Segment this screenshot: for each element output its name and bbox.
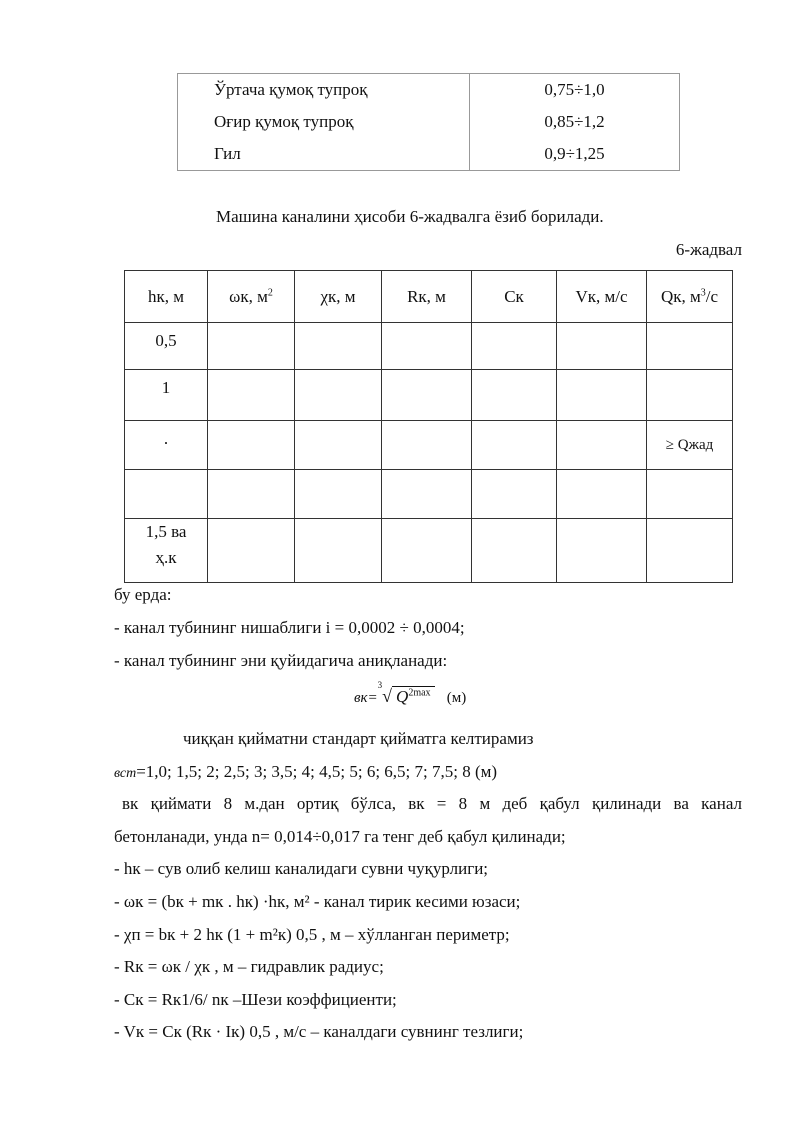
canal-calculation-table (124, 270, 733, 583)
formula-unit: (м) (446, 690, 467, 706)
h-value (125, 470, 208, 519)
def-hk: - hк – сув олиб келиш каналидаги сувни чуқурлиги; (114, 859, 489, 878)
h-value: 1 (125, 370, 208, 421)
def-omega: - ωк = (bк + mк . hк) ·hк, м² - канал тирик кесими юзаси; (114, 892, 521, 911)
h-value: 0,5 (125, 323, 208, 370)
soil-coef: 0,75÷1,0 (544, 80, 605, 99)
paragraph-line-2: бетонланади, унда n= 0,014÷0,017 га тенг деб қабул қилинади; (114, 827, 566, 846)
formula-lhs: вк= (354, 690, 378, 706)
soil-name: Гил (178, 138, 470, 171)
slope-line: - канал тубининг нишаблиги i = 0,0002 ÷ 0,0004; (114, 618, 465, 637)
table-row (125, 470, 733, 519)
table-row (125, 421, 733, 470)
table-row (178, 74, 680, 107)
col-header-omega: ωк, $м^2$ (208, 271, 295, 323)
col-header-h: hк, м (125, 271, 208, 323)
paragraph-line-1: вк қиймати 8 м.дан ортиқ бўлса, вк = 8 м деб қабул қилинади ва канал (122, 794, 742, 813)
soil-name: Ўртача қумоқ тупроқ (178, 74, 470, 107)
col-header-c: Cк (472, 271, 557, 323)
soil-coef: 0,85÷1,2 (544, 112, 605, 131)
col-header-r: Rк, м (382, 271, 472, 323)
intro-text: Машина каналини ҳисоби 6-жадвалга ёзиб борилади. (216, 207, 604, 226)
q-note: ≥ Qжад (647, 421, 733, 470)
col-header-chi: χк, м (295, 271, 382, 323)
standard-values: вст=1,0; 1,5; 2; 2,5; 3; 3,5; 4; 4,5; 5; 6; 6,5; 7; 7,5; 8 (м) (114, 762, 498, 781)
h-value: . (125, 421, 208, 470)
col-header-q: Qк, $м^3/с$ (647, 271, 733, 323)
col-header-v: Vк, м/с (557, 271, 647, 323)
table-row (178, 138, 680, 171)
soil-coef: 0,9÷1,25 (544, 144, 605, 163)
table-header-row (125, 271, 733, 323)
soil-name: Оғир қумоқ тупроқ (178, 106, 470, 138)
width-line: - канал тубининг эни қуйидагича аниқланади: (114, 651, 448, 670)
table-row (125, 370, 733, 421)
table-label: 6-жадвал (675, 240, 742, 259)
def-v: - Vк = Cк (Rк · Iк) 0,5 , м/с – каналдаги сувнинг тезлиги; (114, 1022, 524, 1041)
here-label: бу ерда: (114, 585, 172, 604)
def-r: - Rк = ωк / χк , м – гидравлик радиус; (114, 957, 384, 976)
table-row (125, 323, 733, 370)
soil-coefficient-table (177, 73, 680, 171)
def-chi: - χп = bк + 2 hк (1 + m²к) 0,5 , м – хўлланган периметр; (114, 925, 510, 944)
table-row (125, 519, 733, 583)
width-formula: вк=$^3$√ $Q^{2max}$ (м) (354, 680, 467, 706)
h-value: 1,5 ва ҳ.к (125, 519, 208, 583)
table-row (178, 106, 680, 138)
standard-intro: чиққан қийматни стандарт қийматга келтирамиз (183, 729, 534, 748)
def-c: - Cк = Rк1/6/ nк –Шези коэффициенти; (114, 990, 397, 1009)
